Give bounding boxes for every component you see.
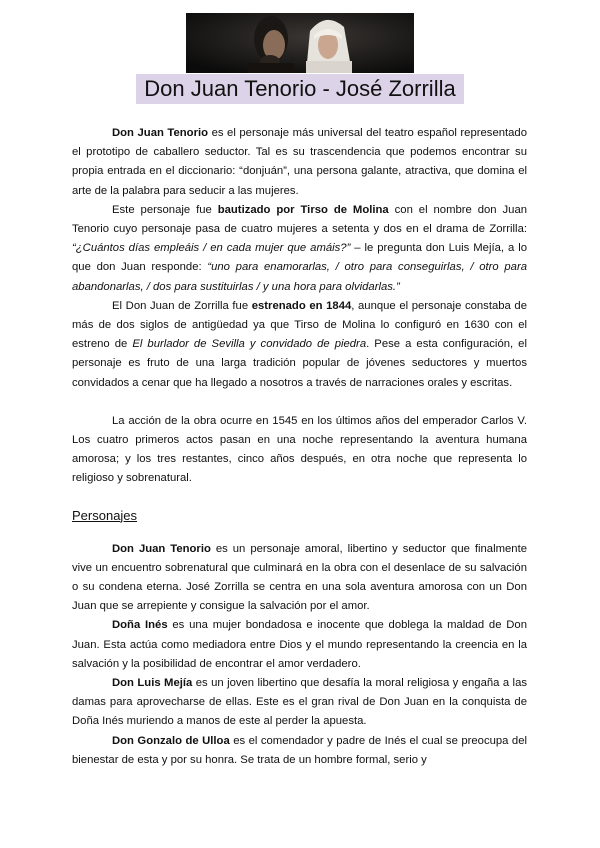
- paragraph-text: , aunque el personaje constaba de más de dos siglos de antigüedad ya que Tirso de Molina lo configuró en 1630 con el estreno de: [72, 299, 527, 351]
- paragraph-text: Este personaje fue: [112, 203, 218, 216]
- paragraph-premiere: [72, 297, 527, 393]
- paragraph-text: con el nombre don Juan Tenorio cuyo personaje pasa de cuatro mujeres a setenta y dos en el drama de Zorrilla:: [72, 203, 528, 236]
- character-description: es una mujer bondadosa e inocente que doblega la maldad de Don Juan. Esta actúa como mediadora entre Dios y el mundo representando la creencia en la salvación y la posibilidad de encontrar el amor verdadero.: [72, 619, 527, 670]
- quote-text: “¿Cuántos días empleáis / en cada mujer que amáis?”: [72, 242, 351, 255]
- paragraph-text: La acción de la obra ocurre en 1545 en los últimos años del emperador Carlos V. Los cuatro primeros actos pasan en una noche representando la aventura humana amorosa; y los tres restantes, cinco años después, en otra noche que representa lo religioso y sobrenatural.: [72, 414, 527, 485]
- character-name: Doña Inés: [112, 619, 168, 632]
- paragraph-action: [72, 412, 527, 489]
- character-don-gonzalo: [72, 732, 527, 770]
- paragraph-intro: [72, 124, 527, 201]
- bold-term: Don Juan Tenorio: [112, 127, 209, 139]
- character-description: es un personaje amoral, libertino y seductor que finalmente vive un encuentro sobrenatural que culminará en la obra con el desenlace de su salvación o su condena eterna. José Zorrilla se centra en una sola aventura amorosa con un Don Juan que se arrepiente y consigue la salvación por el amor.: [72, 542, 527, 613]
- bold-term: bautizado por Tirso de Molina: [217, 203, 389, 216]
- character-name: Don Luis Mejía: [112, 677, 193, 690]
- paragraph-tirso: [72, 201, 527, 297]
- character-don-luis: [72, 674, 527, 732]
- quote-text: “uno para enamorarlas, / otro para conseguirlas, / otro para abandonarlas, / dos para sustituirlas / y una hora para olvidarlas.”: [72, 261, 528, 293]
- character-don-juan: [72, 540, 527, 617]
- character-name: Don Gonzalo de Ulloa: [112, 734, 230, 747]
- work-title: El burlador de Sevilla y convidado de piedra: [132, 338, 367, 351]
- paragraph-text: – le pregunta don Luis Mejía, a lo que don Juan responde:: [72, 242, 527, 274]
- paragraph-text: El Don Juan de Zorrilla fue: [112, 299, 252, 312]
- page-title: Don Juan Tenorio - José Zorrilla: [136, 74, 464, 104]
- section-heading: Personajes: [72, 507, 138, 523]
- paragraph-text: es el personaje más universal del teatro español representado el prototipo de caballero seductor. Tal es su trascendencia que podemos encontrar su propia entrada en el diccionario: “donjuán”, una persona galante, atractiva, que domina el arte de la palabra para seducir a las mujeres.: [72, 127, 527, 197]
- document-body: [72, 124, 527, 770]
- bold-term: estrenado en 1844: [251, 299, 352, 312]
- header-photo: [186, 13, 414, 73]
- character-dona-ines: [72, 616, 527, 674]
- character-description: es el comendador y padre de Inés el cual se preocupa del bienestar de esta y por su honra. Se trata de un hombre formal, serio y: [72, 734, 527, 766]
- character-name: Don Juan Tenorio: [112, 542, 211, 555]
- character-description: es un joven libertino que desafía la moral religiosa y engaña a las damas para aprovecharse de ellas. Este es el gran rival de Don Juan en la conquista de Doña Inés muriendo a manos de este al perder la apuesta.: [72, 677, 528, 728]
- photo-illustration: [186, 13, 414, 73]
- paragraph-text: . Pese a esta configuración, el personaje es fruto de una larga tradición popular de jóvenes seductores y muertos convidados a cenar que ha llegado a nosotros a través de narraciones orales y escritas.: [72, 338, 527, 389]
